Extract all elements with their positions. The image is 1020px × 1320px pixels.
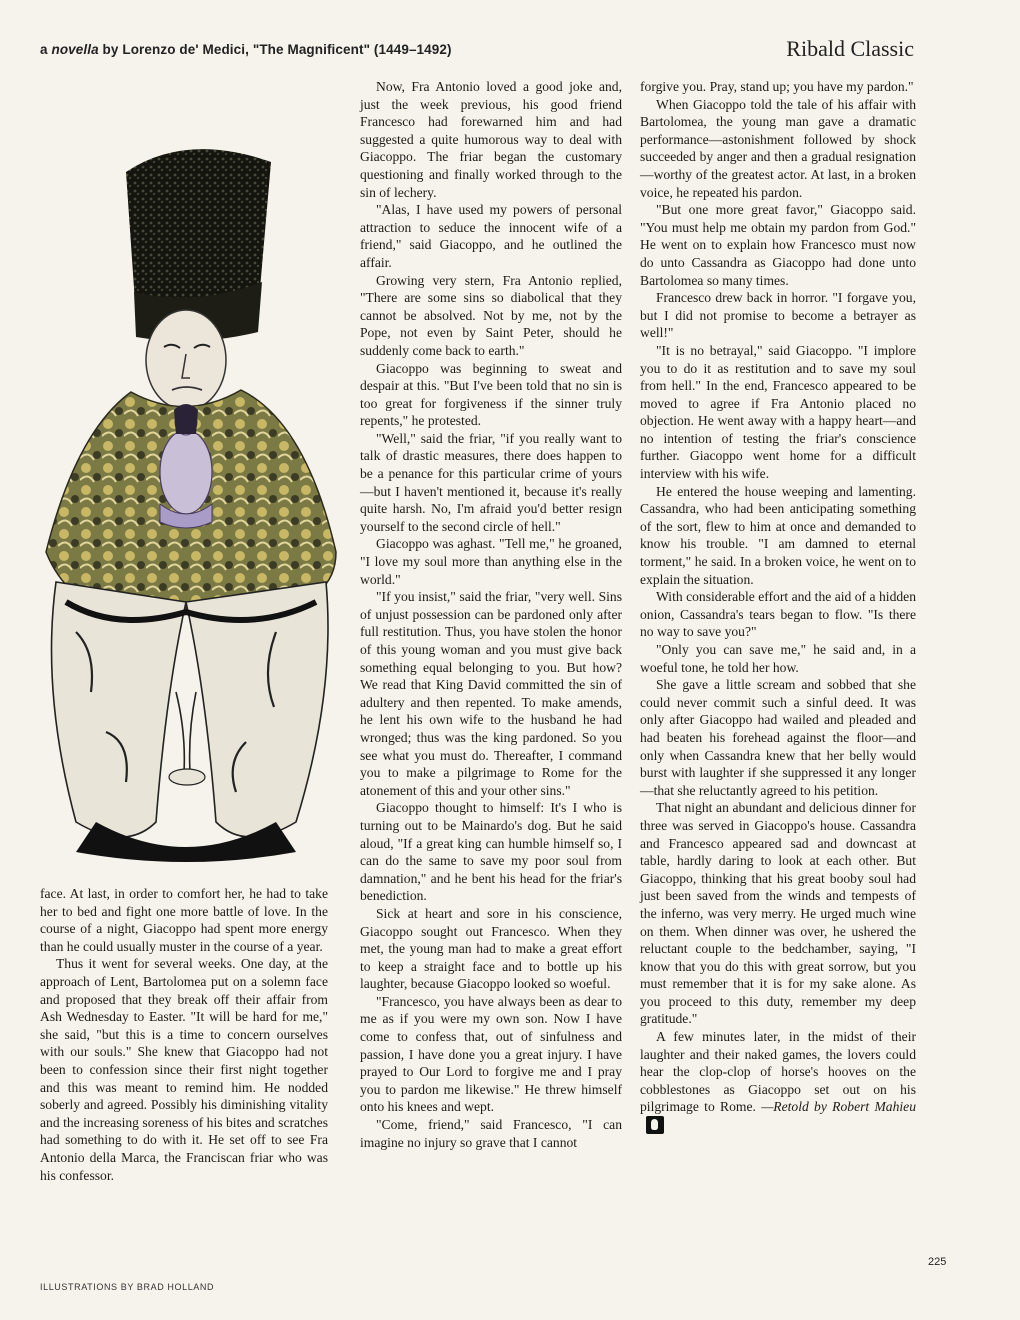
paragraph: "It is no betrayal," said Giacoppo. "I implore you to do it as restitution and to save my soul from hell." In the end, Francesco appeared to be moved to agree if Fra Antonio placed no objection. He went away with a happy heart—and no intention of testing the friar's conscience further. Giacoppo went home for a difficult interview with his wife.	[640, 342, 916, 482]
paragraph: Thus it went for several weeks. One day, at the approach of Lent, Bartolomea put on a solemn face and proposed that they break off their affair from Ash Wednesday to Easter. "It will be hard for me," she said, "but this is a time to concern ourselves with our souls." She knew that Giacoppo had not been to confession since their first night together and this was meant to remind him. He nodded soberly and agreed. Possibly his diminishing vitality and the increasing soreness of his bites and scratches had something to do with it. He set off to see Fra Antonio della Marca, the Franciscan friar who was his confessor.	[40, 956, 328, 1183]
paragraph: Giacoppo was aghast. "Tell me," he groaned, "I love my soul more than anything else in the world."	[360, 536, 622, 587]
header-byline: by Lorenzo de' Medici, "The Magnificent" (1449–1492)	[98, 42, 452, 57]
illustration-credit: ILLUSTRATIONS BY BRAD HOLLAND	[40, 1282, 215, 1292]
text-column-2	[360, 78, 622, 1151]
paragraph: "Only you can save me," he said and, in a woeful tone, he told her how.	[640, 642, 916, 675]
header-novella: novella	[51, 42, 99, 57]
paragraph: "If you insist," said the friar, "very well. Sins of unjust possession can be pardoned only after full restitution. Thus, you have stolen the honor of this young woman and you must give back something equal belonging to you. But how? We read that King David committed the sin of adultery and then repented. To make amends, he lent his own wife to the husband he had wronged; thus was the king pardoned. So you see what you must do. Thereafter, I command you to make a pilgrimage to Rome for the atonement of this and your other sins."	[360, 589, 622, 798]
section-title: Ribald Classic	[786, 36, 914, 61]
header-prefix: a	[40, 42, 52, 57]
rabbit-head-icon	[646, 1116, 664, 1134]
paragraph: With considerable effort and the aid of a hidden onion, Cassandra's tears began to flow. "Is there no way to save you?"	[640, 589, 916, 640]
paragraph: He entered the house weeping and lamenting. Cassandra, who had been anticipating something of the sort, flew to him at once and demanded to know his trouble. "I am damned to eternal torment," he said. In a broken voice, he went on to explain the situation.	[640, 483, 916, 587]
paragraph: Giacoppo was beginning to sweat and despair at this. "But I've been told that no sin is too great for forgiveness if the sinner truly repents," he protested.	[360, 360, 622, 429]
page-number: 225	[928, 1256, 947, 1268]
paragraph: "Come, friend," said Francesco, "I can imagine no injury so grave that I cannot	[360, 1117, 622, 1150]
paragraph: "Well," said the friar, "if you really want to talk of drastic measures, there does happen to be a penance for this particular crime of yours—but I haven't mentioned it, because it's really quite harsh. No, I'm afraid you'd better resign yourself to the second circle of hell."	[360, 430, 622, 534]
paragraph: She gave a little scream and sobbed that she could never commit such a sinful deed. It was only after Giacoppo had wailed and pleaded and had beaten his forehead against the floor—and only when Cassandra knew that her belly would burst with laughter if she suppressed it any longer—that she reluctantly agreed to his petition.	[640, 677, 916, 798]
running-head	[40, 42, 452, 57]
paragraph: When Giacoppo told the tale of his affair with Bartolomea, the young man gave a dramatic performance—astonishment followed by shock succeeded by anger and then a gradual resignation—worthy of the greatest actor. At last, in a broken voice, he repeated his pardon.	[640, 96, 916, 200]
paragraph: "But one more great favor," Giacoppo said. "You must help me obtain my pardon from God." He went on to explain how Francesco must now do unto Cassandra as Giacoppo had done unto Bartolomea so many times.	[640, 202, 916, 288]
paragraph: Now, Fra Antonio loved a good joke and, just the week previous, his good friend Francesco had forewarned him and had suggested a quite humorous way to deal with Giacoppo. The friar began the customary questioning and finally worked through to the sin of lechery.	[360, 79, 622, 200]
paragraph: That night an abundant and delicious dinner for three was served in Giacoppo's house. Cassandra and Francesco appeared sad and downcast at table, hardly daring to look at each other. But Giacoppo, thinking that his great booby soul had just been saved from the winds and tempests of the inferno, was very merry. He urged much wine on them. When dinner was over, he ushered the reluctant couple to the bedchamber, saying, "I know that you do this with great sorrow, but you must remember that it is for my sake alone. As you proceed to this duty, remember my deep gratitude."	[640, 800, 916, 1027]
paragraph-text: A few minutes later, in the midst of their laughter and their naked games, the lovers could hear the clop-clop of horse's hooves on the cobblestones as Giacoppo set out on his pilgrimage to Rome.	[640, 1029, 916, 1115]
text-column-3	[640, 78, 916, 1136]
paragraph: Francesco drew back in horror. "I forgave you, but I did not promise to become a betrayer as well!"	[640, 290, 916, 341]
paragraph: Growing very stern, Fra Antonio replied, "There are some sins so diabolical that they cannot be absolved. Not by me, not by the Pope, not even by Saint Peter, should he suddenly come back to earth."	[360, 272, 622, 358]
last-paragraph	[640, 1028, 916, 1136]
signature: —Retold by Robert Mahieu	[761, 1099, 916, 1115]
paragraph: "Francesco, you have always been as dear to me as if you were my own son. Now I have come to confess that, out of sinfulness and passion, I have done you a great injury. I have prayed to Our Lord to forgive me and I pray you to pardon me likewise." He threw himself onto his knees and wept.	[360, 993, 622, 1115]
paragraph: forgive you. Pray, stand up; you have my pardon."	[640, 79, 914, 94]
text-column-1	[40, 885, 328, 1184]
paragraph: Giacoppo thought to himself: It's I who is turning out to be Mainardo's dog. But he said aloud, "If a great king can humble himself so, I can do the same to save my poor soul from damnation," and he bent his head for the friar's benediction.	[360, 800, 622, 904]
figure-illustration-icon	[36, 132, 346, 872]
paragraph: face. At last, in order to comfort her, he had to take her to bed and fight one more battle of love. In the course of a night, Giacoppo had spent more energy than he could usually muster in the course of a year.	[40, 886, 328, 954]
paragraph: "Alas, I have used my powers of personal attraction to seduce the innocent wife of a friend," said Giacoppo, and he outlined the affair.	[360, 202, 622, 270]
paragraph: Sick at heart and sore in his conscience, Giacoppo sought out Francesco. When they met, the young man had to make a great effort to keep a straight face and to bottle up his laughter, because Giacoppo looked so woeful.	[360, 905, 622, 992]
